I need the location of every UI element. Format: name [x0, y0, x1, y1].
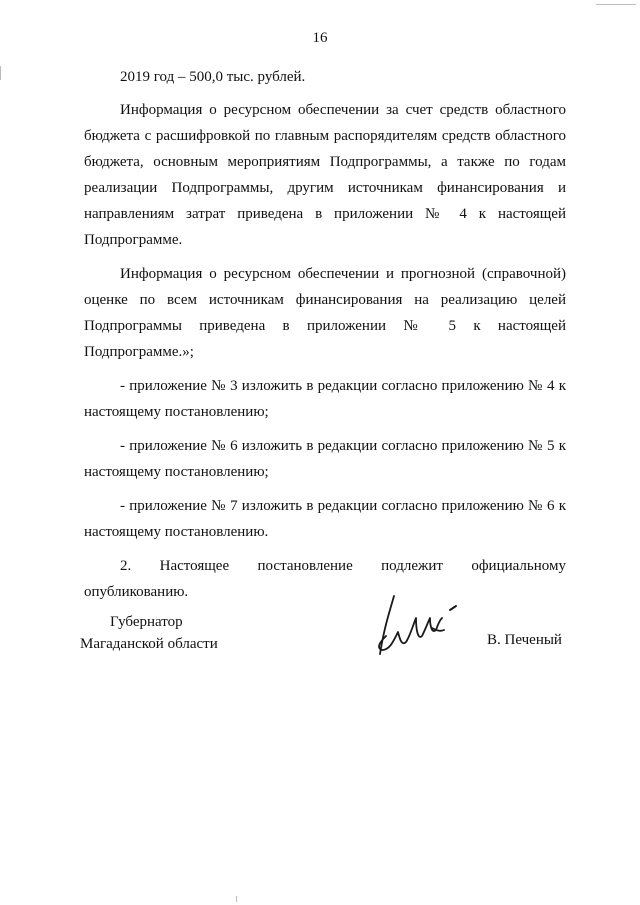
handwritten-signature	[372, 588, 472, 668]
document-body	[84, 64, 566, 613]
paragraph-appendix-6: - приложение № 6 изложить в редакции согласно приложению № 5 к настоящему постановлению;	[84, 438, 566, 480]
paragraph-appendix-3: - приложение № 3 изложить в редакции согласно приложению № 4 к настоящему постановлению;	[84, 378, 566, 420]
paragraph-appendix-7: - приложение № 7 изложить в редакции согласно приложению № 6 к настоящему постановлению.	[84, 498, 566, 540]
signatory-name: В. Печеный	[487, 632, 562, 648]
paragraph-forecast-info: Информация о ресурсном обеспечении и прогнозной (справочной) оценке по всем источникам финансирования на реализацию целей Подпрограммы приведена в приложении № 5 к настоящей Подпрограмме.»;	[84, 266, 566, 360]
page-number: 16	[312, 30, 328, 46]
paragraph-funding-2019: 2019 год – 500,0 тыс. рублей.	[120, 69, 306, 85]
paragraph-publication: 2. Настоящее постановление подлежит официальному опубликованию.	[84, 558, 566, 600]
scan-edge-mark	[236, 896, 237, 902]
position-region: Магаданской области	[80, 636, 218, 652]
scan-edge-mark	[0, 66, 1, 80]
position-title: Губернатор	[110, 614, 183, 630]
scan-edge-mark	[596, 4, 636, 5]
signatory-position	[80, 611, 218, 655]
paragraph-regional-budget-info: Информация о ресурсном обеспечении за счет средств областного бюджета с расшифровкой по главным распорядителям средств областного бюджета, основным мероприятиям Подпрограммы, а также по годам реализации Подпрограммы, другим источникам финансирования и направлениям затрат приведена в приложении № 4 к настоящей Подпрограмме.	[84, 102, 566, 248]
